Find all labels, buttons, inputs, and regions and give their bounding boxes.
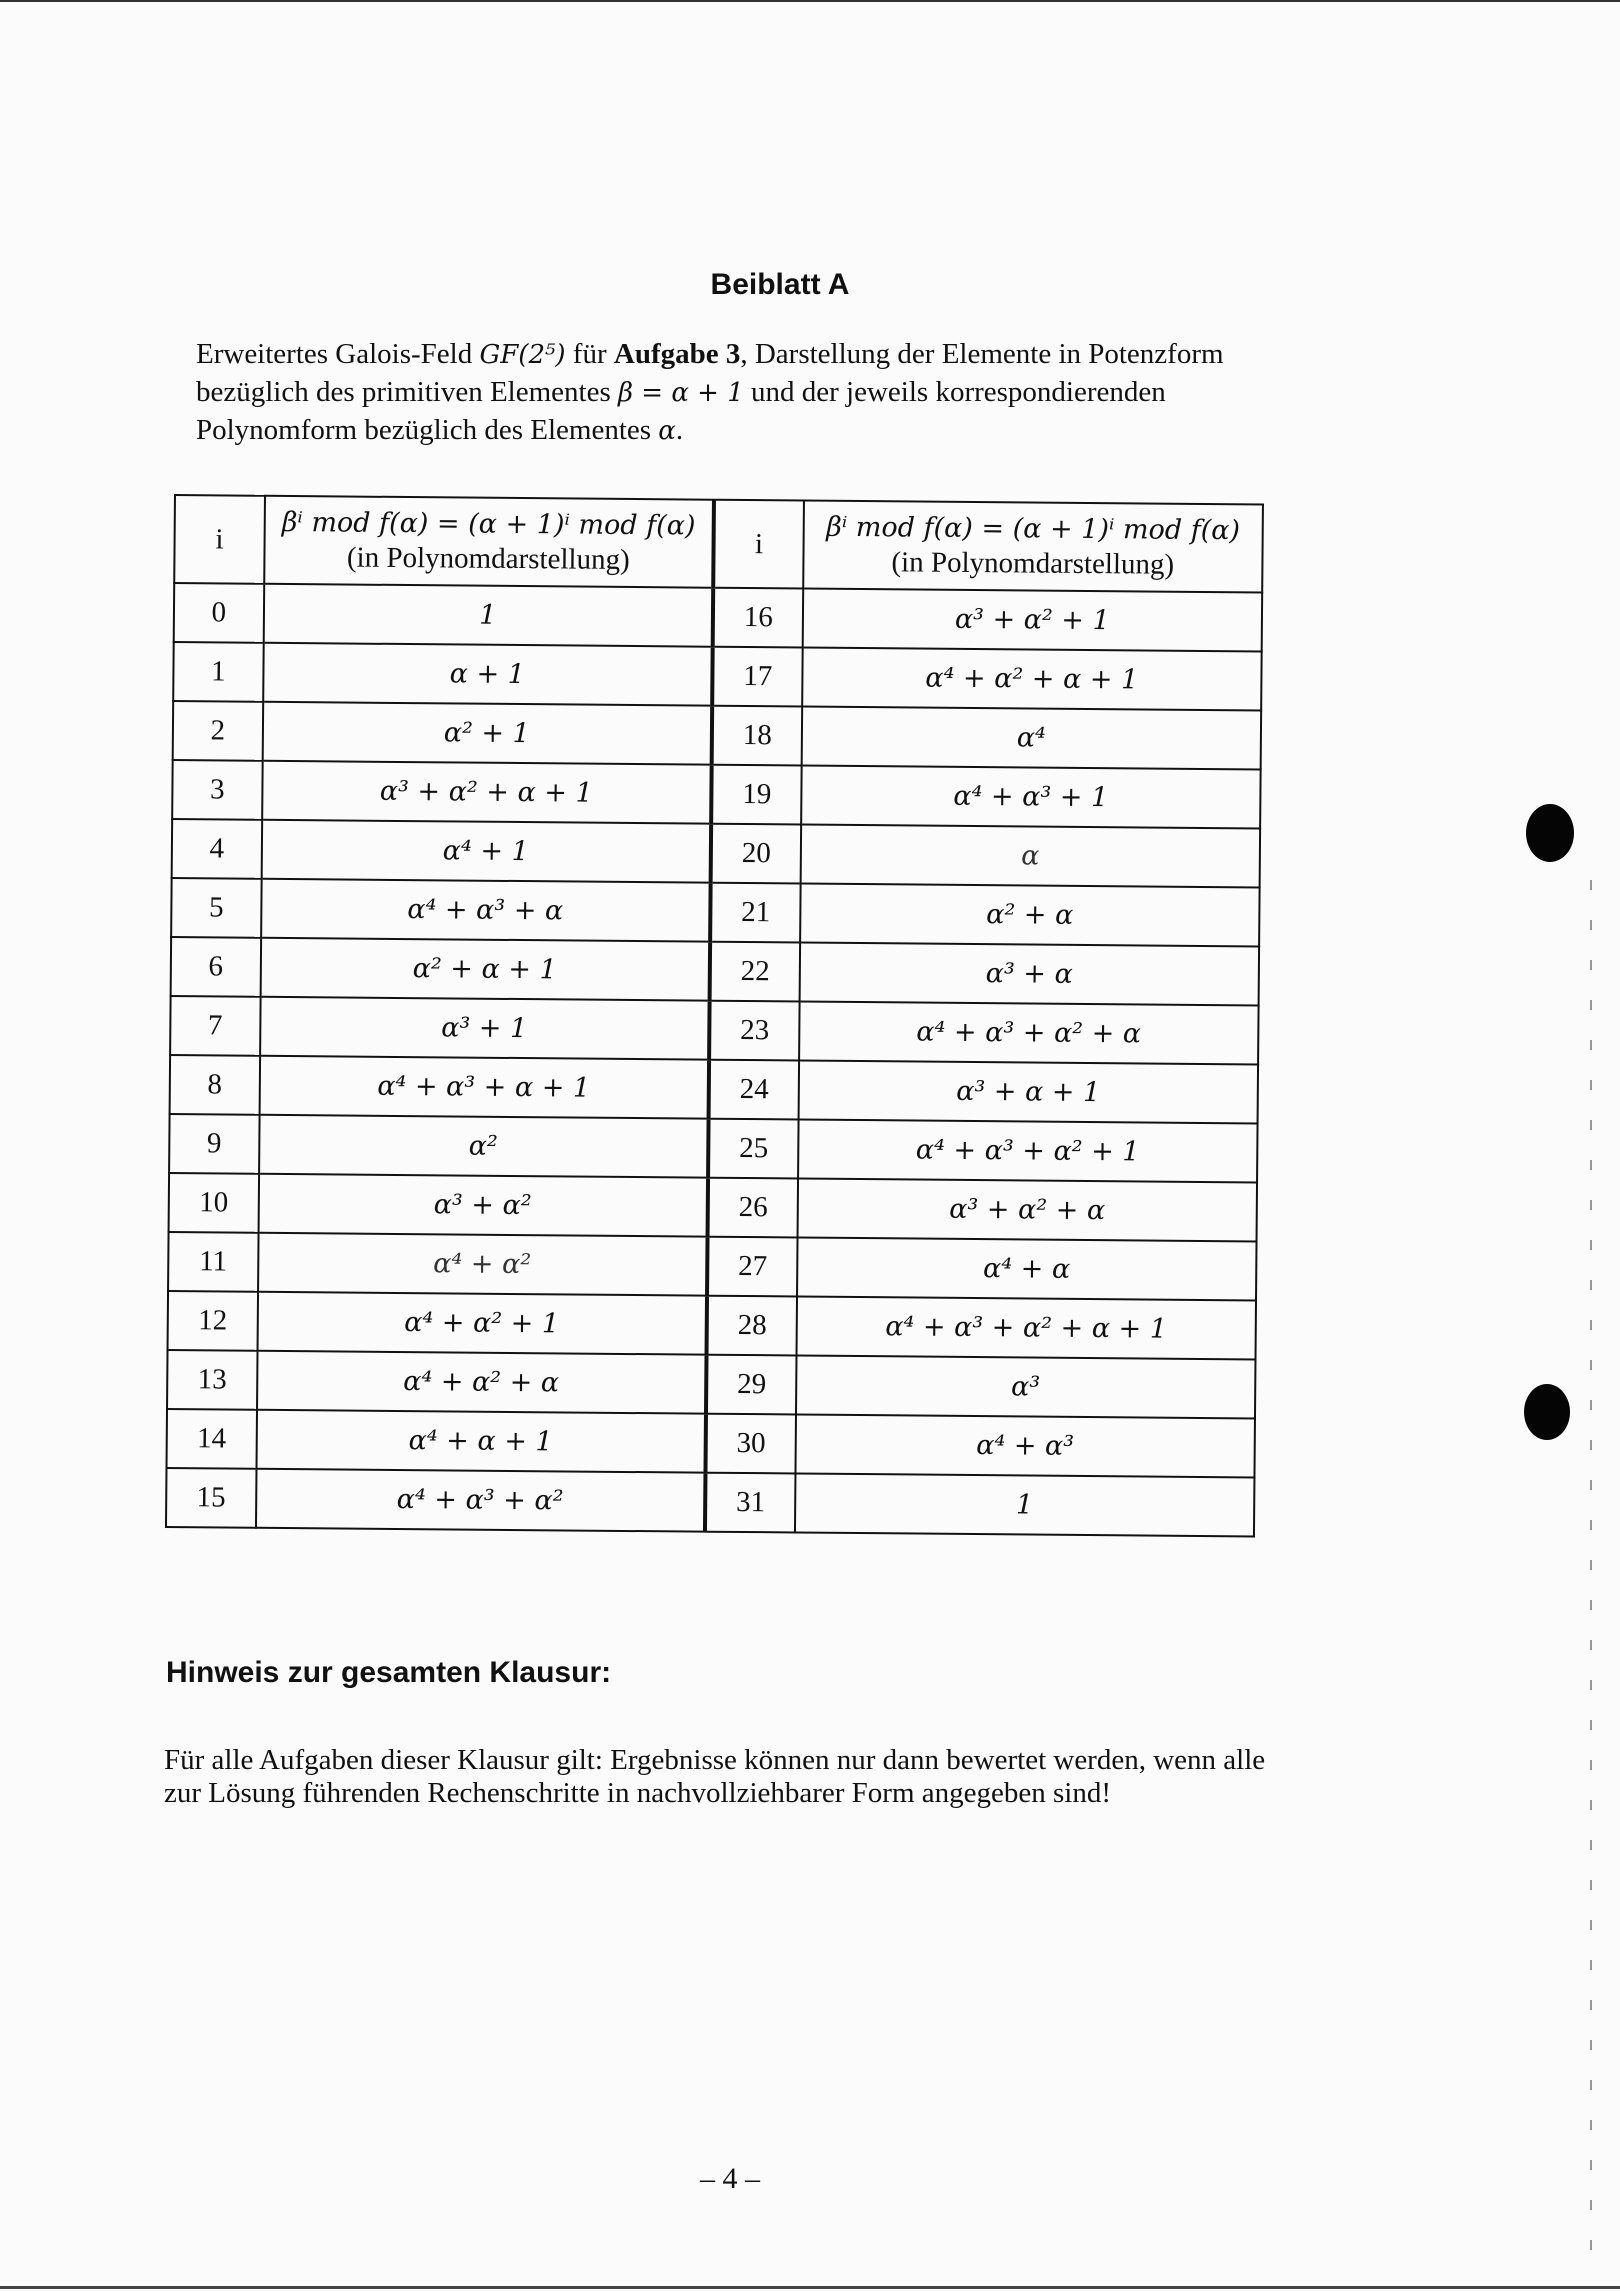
table-row [172, 760, 1260, 828]
poly-left-cell: 1 [263, 584, 713, 647]
poly-right-cell: α⁴ + α² + α + 1 [802, 647, 1262, 710]
poly-right-cell: α³ + α² + 1 [802, 588, 1262, 651]
index-right-cell: 30 [705, 1414, 795, 1474]
poly-right-cell: α⁴ + α [797, 1237, 1257, 1300]
page-number: – 4 – [700, 2162, 760, 2195]
header-poly-left [264, 496, 714, 588]
index-right-cell: 17 [712, 647, 802, 707]
poly-left-cell: α² + 1 [262, 702, 712, 765]
poly-left-cell: α³ + 1 [260, 997, 710, 1060]
intro-text-5: . [675, 414, 684, 446]
index-left-cell: 1 [173, 642, 263, 702]
index-left-cell: 13 [167, 1350, 257, 1410]
table-row [170, 996, 1258, 1064]
poly-left-cell: α² [259, 1115, 709, 1178]
galois-field-table [165, 494, 1264, 1537]
page-title: Beiblatt A [710, 268, 850, 301]
index-left-cell: 4 [172, 819, 262, 879]
scan-border-top [0, 0, 1620, 2]
poly-right-cell: α⁴ + α³ + α² + α [799, 1001, 1259, 1064]
table-row [167, 1350, 1255, 1418]
table-row [167, 1409, 1255, 1477]
poly-right-cell: α³ + α [799, 942, 1259, 1005]
index-left-cell: 8 [170, 1055, 260, 1115]
poly-left-cell: α⁴ + α² + α [257, 1351, 707, 1414]
intro-text-2: für [565, 338, 614, 370]
poly-right-cell: α⁴ + α³ [795, 1414, 1255, 1477]
table-row [171, 878, 1259, 946]
poly-left-cell: α⁴ + α² [258, 1233, 708, 1296]
intro-text-4: und der jeweils korrespondierenden Polynomform bezüglich des Elementes [196, 376, 1166, 446]
poly-right-cell: α [800, 824, 1260, 887]
index-right-cell: 27 [707, 1237, 797, 1297]
header-expr-left: βⁱ mod f(α) = (α + 1)ⁱ mod f(α) [281, 506, 696, 542]
table-row [166, 1468, 1254, 1536]
table-row [172, 819, 1260, 887]
intro-alpha: α [658, 416, 676, 446]
index-right-cell: 29 [706, 1355, 796, 1415]
table-row [173, 642, 1261, 710]
poly-left-cell: α + 1 [263, 643, 713, 706]
intro-beta: β = α + 1 [618, 378, 744, 408]
table-header-row [174, 495, 1263, 592]
table-row [168, 1291, 1256, 1359]
table-row [169, 1173, 1257, 1241]
index-right-cell: 31 [705, 1473, 795, 1533]
index-left-cell: 2 [173, 701, 263, 761]
poly-right-cell: α² + α [800, 883, 1260, 946]
poly-left-cell: α³ + α² [258, 1174, 708, 1237]
table-row [168, 1232, 1256, 1300]
index-right-cell: 18 [712, 706, 802, 766]
header-sub-left: (in Polynomdarstellung) [346, 541, 630, 576]
poly-left-cell: α⁴ + α³ + α + 1 [259, 1056, 709, 1119]
index-left-cell: 3 [172, 760, 262, 820]
index-left-cell: 11 [168, 1232, 258, 1292]
table-row [173, 701, 1261, 769]
header-sub-right: (in Polynomdarstellung) [891, 546, 1175, 581]
poly-right-cell: α⁴ + α³ + 1 [801, 765, 1261, 828]
index-right-cell: 20 [711, 824, 801, 884]
index-left-cell: 14 [167, 1409, 257, 1469]
index-left-cell: 10 [169, 1173, 259, 1233]
header-poly-right [803, 500, 1263, 592]
poly-right-cell: α⁴ + α³ + α² + 1 [798, 1119, 1258, 1182]
index-right-cell: 25 [708, 1119, 798, 1179]
index-left-cell: 15 [166, 1468, 256, 1528]
scan-border-bottom [0, 2286, 1620, 2289]
poly-right-cell: α³ + α² + α [797, 1178, 1257, 1241]
intro-gf: GF(2⁵) [479, 340, 566, 370]
punch-hole-top [1526, 804, 1574, 862]
poly-left-cell: α² + α + 1 [260, 938, 710, 1001]
index-right-cell: 28 [707, 1296, 797, 1356]
intro-aufgabe: Aufgabe 3 [613, 338, 741, 370]
index-right-cell: 22 [710, 942, 800, 1002]
poly-left-cell: α³ + α² + α + 1 [262, 761, 712, 824]
poly-left-cell: α⁴ + α² + 1 [257, 1292, 707, 1355]
intro-text-1: Erweitertes Galois-Feld [196, 338, 480, 370]
index-right-cell: 23 [709, 1001, 799, 1061]
header-i-right: i [713, 500, 804, 589]
punch-hole-bottom [1524, 1384, 1570, 1440]
index-left-cell: 6 [171, 937, 261, 997]
note-title: Hinweis zur gesamten Klausur: [166, 1656, 612, 1689]
poly-left-cell: α⁴ + α³ + α [261, 879, 711, 942]
index-right-cell: 21 [710, 883, 800, 943]
poly-left-cell: α⁴ + α³ + α² [256, 1469, 706, 1532]
index-right-cell: 24 [709, 1060, 799, 1120]
scan-edge-line [1590, 880, 1592, 2260]
poly-right-cell: α³ [796, 1355, 1256, 1418]
index-left-cell: 7 [170, 996, 260, 1056]
poly-right-cell: α⁴ [801, 706, 1261, 769]
index-left-cell: 5 [171, 878, 261, 938]
index-left-cell: 12 [168, 1291, 258, 1351]
header-expr-right: βⁱ mod f(α) = (α + 1)ⁱ mod f(α) [826, 511, 1241, 547]
poly-left-cell: α⁴ + 1 [261, 820, 711, 883]
table-row [171, 937, 1259, 1005]
intro-text-3: , Darstellung der Elemente in Potenzform bezüglich des primitiven Elementes [196, 338, 1224, 408]
index-left-cell: 9 [169, 1114, 259, 1174]
note-text: Für alle Aufgaben dieser Klausur gilt: Ergebnisse können nur dann bewertet werden, wenn alle zur Lösung führenden Rechenschritte in nachvollziehbarer Form angegeben sind! [164, 1744, 1266, 1809]
index-right-cell: 16 [713, 588, 803, 648]
poly-left-cell: α⁴ + α + 1 [256, 1410, 706, 1473]
table-row [169, 1114, 1257, 1182]
index-right-cell: 19 [711, 765, 801, 825]
poly-right-cell: 1 [795, 1473, 1255, 1536]
index-left-cell: 0 [174, 583, 264, 643]
intro-paragraph [196, 336, 1306, 450]
table-row [174, 583, 1262, 651]
index-right-cell: 26 [708, 1178, 798, 1238]
table-row [170, 1055, 1258, 1123]
header-i-left: i [174, 495, 265, 584]
poly-right-cell: α⁴ + α³ + α² + α + 1 [796, 1296, 1256, 1359]
poly-right-cell: α³ + α + 1 [798, 1060, 1258, 1123]
